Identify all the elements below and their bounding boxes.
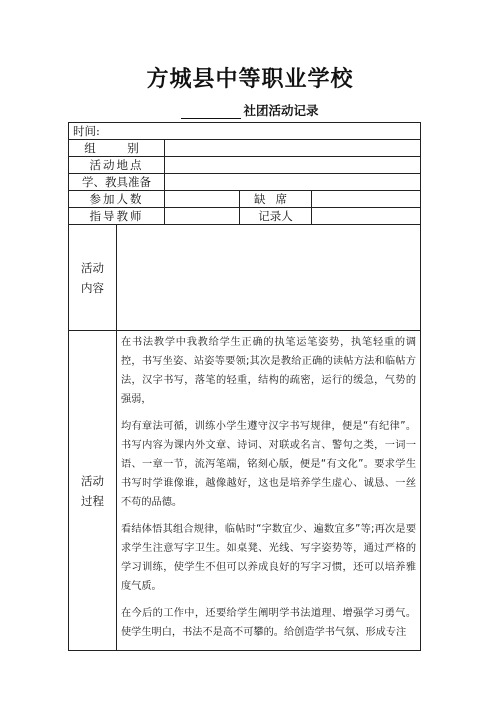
process-label-line2: 过程: [81, 493, 104, 508]
process-paragraph-1: 在书法教学中我教给学生正确的执笔运笔姿势，执笔轻重的调控，书写坐姿、站姿等要领;其次是教给正确的读帖方法和临帖方法，汉字书写，落笔的轻重，结构的疏密，运行的缓急，气势的强弱，: [121, 337, 417, 405]
participants-row: [69, 191, 421, 208]
preparation-row: [69, 174, 421, 191]
advisor-row: [69, 208, 421, 225]
location-label: 活动地点: [69, 157, 165, 174]
recorder-label: 记录人: [240, 208, 312, 225]
club-name-blank[interactable]: [181, 106, 241, 119]
record-table: [68, 122, 421, 651]
location-row: [69, 157, 421, 174]
process-paragraph-2: 均有章法可循，训练小学生遵守汉字书写规律，便是“有纪律”。书写内容为课内外文章、诗词、对联或名言、警句之类，一词一语、一章一节，流泻笔端，铭刻心版，便是“有文化”。要求学生书写时学谁像谁，越像越好，这也是培养学生虚心、诚恳、一丝不苟的品德。: [121, 421, 417, 508]
process-label: [69, 331, 117, 651]
process-value[interactable]: [117, 331, 421, 651]
content-label-line2: 内容: [81, 280, 104, 295]
time-label: 时间:: [73, 124, 100, 138]
participants-label: 参加人数: [69, 191, 165, 208]
absent-value[interactable]: [312, 191, 421, 208]
time-cell[interactable]: [69, 123, 421, 140]
content-row: [69, 225, 421, 331]
process-row: [69, 331, 421, 651]
group-row: [69, 140, 421, 157]
school-name: 方城县中等职业学校: [146, 67, 354, 92]
group-value[interactable]: [165, 140, 421, 157]
preparation-value[interactable]: [165, 174, 421, 191]
advisor-value[interactable]: [165, 208, 240, 225]
advisor-label: 指导教师: [69, 208, 165, 225]
form-title: 社团活动记录: [243, 103, 319, 118]
content-value[interactable]: [117, 225, 421, 331]
location-value[interactable]: [165, 157, 421, 174]
preparation-label: 学、教具准备: [69, 174, 165, 191]
process-label-line1: 活动: [81, 473, 104, 488]
form-title-line: [0, 101, 500, 119]
process-paragraph-3: 看结体悟其组合规律，临帖时“字数宜少、遍数宜多”等;再次是要求学生注意写字卫生。如桌凳、光线、写字姿势等，通过严格的学习训练，使学生不但可以养成良好的写字习惯，还可以培养雅度气质。: [121, 524, 417, 592]
participants-value[interactable]: [165, 191, 240, 208]
absent-label: 缺席: [240, 191, 312, 208]
content-label: [69, 225, 117, 331]
process-paragraph-4: 在今后的工作中，还要给学生阐明学书法道理、增强学习勇气。使学生明白，书法不是高不可攀的。给创造学书气氛、形成专注: [121, 608, 417, 638]
content-label-line1: 活动: [81, 260, 104, 275]
time-row: [69, 123, 421, 140]
group-label: 组 别: [69, 140, 165, 157]
recorder-value[interactable]: [312, 208, 421, 225]
